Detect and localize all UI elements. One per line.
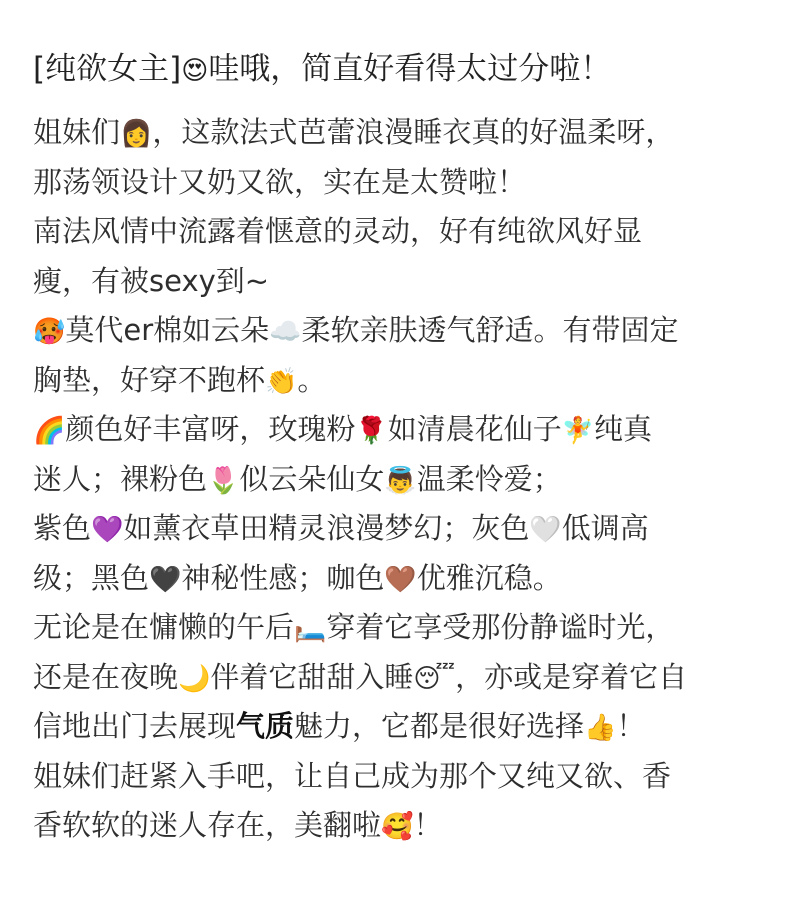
body-line: [33, 257, 773, 307]
body-text: 姐妹们赶紧入手吧，让自己成为那个又纯又欲、香: [33, 758, 672, 793]
body-line: [33, 603, 773, 653]
body-text: 瘦，有被sexy到~: [33, 263, 270, 298]
tulip-icon: 🌷: [207, 465, 240, 496]
body-text: 优雅沉稳。: [416, 560, 562, 595]
body-text: 信地出门去展现: [33, 709, 237, 743]
body-text: 穿着它享受那份静谧时光，: [326, 610, 675, 644]
body-line: [33, 752, 773, 802]
fairy-icon: 🧚: [561, 416, 595, 446]
body-text: 香软软的迷人存在，美翻啦: [33, 808, 382, 842]
body-text: 温柔怜爱；: [416, 461, 562, 496]
body-text: ，这款法式芭蕾浪漫睡衣真的好温柔呀，: [152, 115, 675, 149]
purple-heart-icon: 💜: [91, 515, 124, 545]
brown-heart-icon: 🤎: [384, 564, 417, 595]
body-text: 姐妹们: [33, 115, 121, 149]
smiling-face-with-hearts-icon: 🥰: [381, 812, 414, 842]
body-line: [33, 405, 773, 455]
body-text: 颜色好丰富呀，玫瑰粉: [65, 412, 356, 446]
rainbow-icon: 🌈: [33, 416, 66, 446]
body-text: 莫代er棉如云朵: [65, 313, 270, 347]
rose-icon: 🌹: [355, 416, 388, 446]
post-title: [33, 45, 773, 93]
body-text: 胸垫，好穿不跑杯: [33, 362, 266, 397]
body-line: [33, 554, 773, 604]
body-text: 魅力，它都是很好选择: [294, 709, 585, 743]
post: [33, 45, 773, 851]
body-text: 纯真: [594, 412, 653, 446]
body-line: [33, 504, 773, 554]
body-text: 那荡领设计又奶又欲，实在是太赞啦！: [33, 164, 527, 199]
body-text: 南法风情中流露着惬意的灵动，好有纯欲风好显: [33, 214, 643, 248]
body-text: 无论是在慵懒的午后: [33, 610, 295, 644]
body-line: [33, 207, 773, 257]
cloud-icon: ☁️: [269, 317, 302, 347]
title-text: [纯欲女主]: [33, 51, 182, 87]
body-text: 如薰衣草田精灵浪漫梦幻；灰色: [123, 511, 530, 545]
sleeping-face-icon: 😴: [413, 663, 456, 694]
body-text: ！: [616, 709, 646, 743]
thumbs-up-icon: 👍: [584, 713, 617, 743]
post-body: [33, 108, 773, 851]
body-line: [33, 108, 773, 158]
body-text: 如清晨花仙子: [387, 412, 562, 446]
title-text: 哇哦，简直好看得太过分啦！: [208, 51, 612, 87]
bed-icon: 🛏️: [294, 614, 327, 644]
body-line: [33, 306, 773, 356]
crescent-moon-icon: 🌙: [178, 663, 211, 694]
body-text: 低调高: [561, 511, 649, 545]
body-text: 紫色: [33, 511, 92, 545]
hot-face-icon: 🥵: [33, 317, 66, 347]
clapping-hands-icon: 👏: [265, 366, 298, 397]
body-text: 神秘性感；咖色: [181, 560, 385, 595]
black-heart-icon: 🖤: [149, 564, 182, 595]
woman-icon: 👩: [120, 119, 153, 149]
body-line: [33, 653, 773, 703]
body-text: 柔软亲肤透气舒适。有带固定: [301, 313, 679, 347]
body-line: [33, 455, 773, 505]
body-line: [33, 801, 773, 851]
body-line: [33, 356, 773, 406]
body-text: 迷人；裸粉色: [33, 461, 208, 496]
body-text: 伴着它甜甜入睡: [210, 659, 414, 694]
body-text: 级；黑色: [33, 560, 150, 595]
heart-eyes-icon: 😍: [181, 56, 209, 86]
body-line: [33, 158, 773, 208]
body-line: [33, 702, 773, 752]
body-text: 似云朵仙女: [239, 461, 385, 496]
body-text: 。: [297, 362, 327, 397]
body-text: ！: [413, 808, 443, 842]
body-text: 还是在夜晚: [33, 659, 179, 694]
white-heart-icon: 🤍: [529, 515, 562, 545]
angel-icon: 👼: [384, 465, 417, 496]
highlight-keyword: 气质: [236, 709, 295, 743]
body-text: ，亦或是穿着它自: [455, 659, 688, 694]
